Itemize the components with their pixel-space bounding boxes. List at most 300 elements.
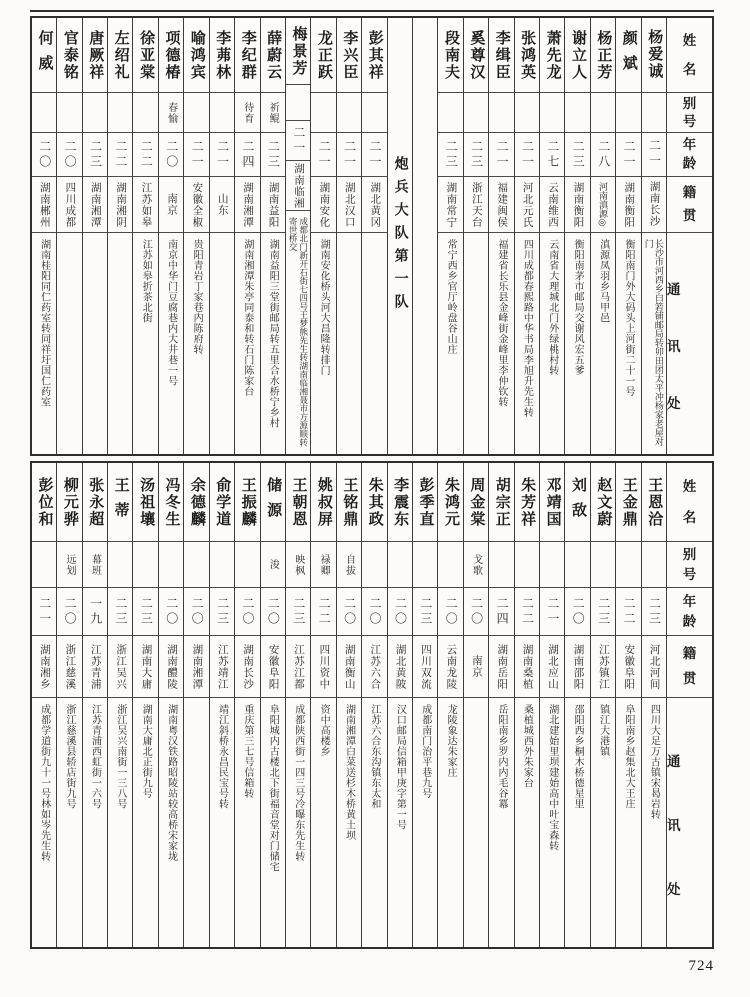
address-cell-text: 衡阳南茅市邮局交谢风宏五爹 — [572, 239, 584, 376]
alias-cell — [362, 92, 386, 132]
age-cell — [83, 587, 107, 635]
roster-column — [209, 463, 234, 947]
roster-column — [361, 18, 386, 454]
name-cell-text: 朱鸿元 — [442, 476, 459, 528]
column-header — [667, 541, 712, 587]
address-cell — [311, 232, 335, 454]
address-cell-text: 湖南大庸北正街九号 — [140, 704, 152, 799]
name-cell — [57, 463, 81, 541]
address-cell-text: 湖南湘潭朱亭同泰和转石门陈家台 — [241, 239, 253, 397]
native-cell — [413, 635, 437, 697]
name-cell — [286, 18, 310, 84]
age-cell-text: 二一 — [520, 139, 535, 170]
address-cell-text: 镇江大港镇 — [597, 704, 609, 757]
roster-column — [514, 463, 539, 947]
native-cell-text: 云南维西 — [547, 181, 559, 228]
alias-cell-text: 自拔 — [343, 553, 355, 576]
address-cell-text: 湖南粤汉铁路昭陵站较高桥宋家垅 — [165, 704, 177, 862]
name-cell — [184, 463, 208, 541]
name-cell-text: 储源 — [265, 477, 282, 527]
age-cell-text: 二〇 — [368, 596, 383, 627]
native-cell — [515, 176, 539, 232]
age-cell — [83, 132, 107, 176]
address-cell-text: 成都北门新开石街七四号王梦熊先生转湖南临湘聂市方源顺转寄世桥交 — [288, 217, 309, 447]
age-cell — [337, 587, 361, 635]
native-cell — [32, 176, 56, 232]
alias-cell — [32, 541, 56, 587]
name-cell — [261, 463, 285, 541]
name-cell-text: 王振麟 — [239, 476, 256, 528]
alias-cell — [540, 541, 564, 587]
age-cell — [591, 587, 615, 635]
native-cell-text: 湖南湘潭 — [191, 643, 203, 690]
roster-column — [82, 463, 107, 947]
name-cell-text: 邓靖国 — [544, 476, 561, 528]
name-cell — [133, 18, 157, 92]
age-cell — [261, 132, 285, 176]
native-cell — [591, 176, 615, 232]
age-cell-text: 二三 — [647, 596, 662, 627]
age-cell-text: 二三 — [469, 139, 484, 170]
roster-column — [183, 18, 208, 454]
age-cell-text: 二二 — [139, 139, 154, 170]
native-cell-text: 四川成都 — [64, 181, 76, 228]
native-cell — [184, 635, 208, 697]
address-cell — [642, 232, 666, 455]
age-cell — [515, 587, 539, 635]
age-cell-text: 二一 — [368, 139, 383, 170]
native-cell — [464, 635, 488, 697]
name-cell-text: 刘敌 — [569, 477, 586, 527]
column-header-char: 号 — [682, 566, 697, 582]
age-cell — [616, 132, 640, 176]
name-cell — [311, 18, 335, 92]
name-cell-text: 何威 — [36, 30, 53, 80]
column-header-char: 处 — [667, 395, 681, 411]
native-cell — [565, 635, 589, 697]
roster-column — [463, 463, 488, 947]
roster-column — [641, 18, 666, 454]
address-cell-text: 成都陕西街一四三号冷曝东先生转 — [292, 704, 304, 862]
name-cell-text: 段南夫 — [442, 29, 459, 81]
native-cell-text: 江苏靖江 — [216, 643, 228, 690]
age-cell-text: 二〇 — [444, 596, 459, 627]
name-cell-text: 萧先龙 — [544, 29, 561, 81]
age-cell — [184, 587, 208, 635]
native-cell-text: 湖北黄陂 — [394, 643, 406, 690]
address-cell-text: 岳阳南乡罗内内毛谷冪 — [495, 704, 507, 809]
age-cell-text: 二〇 — [190, 596, 205, 627]
name-cell-text: 杨爱诚 — [646, 29, 663, 81]
age-cell-text: 二一 — [545, 596, 560, 627]
native-cell-text: 湖南长沙 — [242, 643, 254, 690]
age-cell-text: 二三 — [418, 596, 433, 627]
column-header-char: 年 — [682, 593, 697, 609]
alias-cell — [133, 92, 157, 132]
name-cell-text: 王朝恩 — [290, 476, 307, 528]
column-header — [667, 697, 712, 947]
roster-column — [234, 18, 259, 454]
roster-column — [132, 463, 157, 947]
address-cell — [286, 697, 310, 947]
roster-column — [615, 18, 640, 454]
address-cell-text: 湖北建始里坝建始高中叶宝森转 — [546, 704, 558, 851]
name-cell — [642, 463, 666, 541]
roster-column — [32, 18, 56, 454]
alias-cell — [515, 541, 539, 587]
age-cell-text: 二一 — [215, 139, 230, 170]
address-cell-text: 浙江慈溪县轿店街九号 — [64, 704, 76, 809]
roster-column — [336, 18, 361, 454]
age-cell-text: 二二 — [113, 139, 128, 170]
address-cell — [210, 697, 234, 947]
address-cell-text: 浙江吴兴南街一三八号 — [114, 704, 126, 809]
address-cell — [642, 697, 666, 947]
native-cell-text: 安徽阜阳 — [267, 643, 279, 690]
address-cell-text: 靖江斜桥永昌民宝号转 — [216, 704, 228, 809]
name-cell-text: 项德椿 — [163, 29, 180, 81]
alias-cell — [108, 541, 132, 587]
alias-cell — [286, 541, 310, 587]
address-cell — [565, 697, 589, 947]
age-cell — [311, 587, 335, 635]
alias-cell — [159, 541, 183, 587]
alias-cell-text: 戈歌 — [470, 553, 482, 576]
age-cell-text: 二一 — [342, 139, 357, 170]
native-cell-text: 南京 — [165, 193, 177, 216]
alias-cell-text: 远划 — [64, 553, 76, 576]
alias-cell — [337, 541, 361, 587]
age-cell — [108, 587, 132, 635]
alias-cell — [83, 92, 107, 132]
name-cell — [362, 463, 386, 541]
roster-column — [361, 463, 386, 947]
native-cell — [515, 635, 539, 697]
age-cell — [159, 587, 183, 635]
alias-cell-text: 祈鲲 — [267, 101, 279, 124]
roster-column — [285, 463, 310, 947]
age-cell-text: 一九 — [88, 596, 103, 627]
address-cell-text: 常宁西乡官厅岭盘谷山庄 — [445, 239, 457, 355]
address-cell — [616, 232, 640, 454]
address-cell-text: 阜阳南乡赵集北大王庄 — [622, 704, 634, 809]
name-cell-text: 奚尊汉 — [468, 29, 485, 81]
age-cell — [565, 587, 589, 635]
roster-column — [32, 463, 56, 947]
age-cell — [286, 120, 310, 160]
name-cell-text: 李兴臣 — [341, 29, 358, 81]
column-header-char: 籍 — [682, 185, 697, 201]
roster-table-top — [30, 16, 714, 456]
name-cell — [438, 18, 462, 92]
age-cell — [362, 132, 386, 176]
address-cell — [108, 697, 132, 947]
roster-column — [539, 18, 564, 454]
alias-cell — [235, 92, 259, 132]
age-cell — [388, 587, 412, 635]
native-cell — [235, 635, 259, 697]
native-cell-text: 江苏镇江 — [597, 643, 609, 690]
native-cell-text: 湖南衡阳 — [572, 181, 584, 228]
address-cell-text: 福建省长乐县金峰街金峰里李仲钦转 — [495, 239, 507, 407]
roster-column — [590, 463, 615, 947]
roster-column — [158, 463, 183, 947]
alias-cell — [413, 541, 437, 587]
address-cell — [159, 232, 183, 454]
name-cell-text: 朱其政 — [366, 476, 383, 528]
alias-cell — [311, 541, 335, 587]
name-cell-text: 柳元骅 — [61, 476, 78, 528]
column-header — [667, 92, 712, 132]
roster-column — [463, 18, 488, 454]
name-cell-text: 彭其祥 — [366, 29, 383, 81]
age-cell — [159, 132, 183, 176]
name-cell-text: 李震东 — [392, 476, 409, 528]
name-cell — [515, 18, 539, 92]
column-header-char: 贯 — [682, 208, 697, 224]
native-cell-text: 河南滇源◎ — [598, 181, 609, 228]
alias-cell — [438, 92, 462, 132]
native-cell — [565, 176, 589, 232]
native-cell — [159, 635, 183, 697]
roster-column — [336, 463, 361, 947]
address-cell — [337, 697, 361, 947]
name-cell-text: 薛蔚云 — [265, 29, 282, 81]
address-cell — [235, 232, 259, 454]
native-cell-text: 湖北汉口 — [343, 181, 355, 228]
address-cell-text: 滇源凤羽乡马甲邑 — [597, 239, 609, 323]
address-cell — [438, 232, 462, 454]
native-cell-text: 南京 — [470, 655, 482, 678]
native-cell-text: 山东 — [216, 193, 228, 216]
native-cell-text: 浙江吴兴 — [115, 643, 127, 690]
name-cell-text: 左绍礼 — [112, 29, 129, 81]
native-cell — [57, 176, 81, 232]
column-header-char: 通 — [667, 753, 681, 769]
age-cell-text: 二三 — [444, 139, 459, 170]
native-cell-text: 福建闽侯 — [496, 181, 508, 228]
age-cell — [311, 132, 335, 176]
address-cell-text: 贵阳青岩丁家巷内陈府转 — [191, 239, 203, 355]
address-cell-text: 江苏六合东沟镇东太和 — [368, 704, 380, 809]
address-cell-text: 汉口邮局信箱甲庚字第一号 — [394, 704, 406, 830]
native-cell-text: 湖南邵阳 — [572, 643, 584, 690]
name-cell-text: 杨正芳 — [595, 29, 612, 81]
roster-sheet — [30, 10, 714, 949]
alias-cell — [642, 92, 666, 132]
name-cell-text: 汤祖壤 — [138, 476, 155, 528]
address-cell — [489, 697, 513, 947]
alias-cell — [235, 541, 259, 587]
alias-cell — [108, 92, 132, 132]
address-cell — [337, 232, 361, 454]
address-cell-text: 资中高楼乡 — [318, 704, 330, 757]
address-cell — [362, 697, 386, 947]
name-cell — [184, 18, 208, 92]
roster-column — [437, 463, 462, 947]
native-cell-text: 安徽阜阳 — [623, 643, 635, 690]
native-cell-text: 湖南湘潭 — [242, 181, 254, 228]
alias-cell — [540, 92, 564, 132]
roster-column — [437, 18, 462, 454]
native-cell — [261, 176, 285, 232]
address-cell — [261, 232, 285, 454]
age-cell — [642, 587, 666, 635]
age-cell-text: 二〇 — [266, 596, 281, 627]
address-cell-text: 云南省大理城北门外绿桃村转 — [546, 239, 558, 376]
column-header-char: 龄 — [682, 156, 697, 172]
age-cell-text: 二〇 — [63, 139, 78, 170]
native-cell — [642, 176, 666, 232]
native-cell — [616, 635, 640, 697]
native-cell-text: 云南龙陵 — [445, 643, 457, 690]
native-cell — [184, 176, 208, 232]
native-cell — [32, 635, 56, 697]
address-cell — [311, 697, 335, 947]
roster-column — [183, 463, 208, 947]
address-cell — [540, 232, 564, 454]
address-cell-text: 长沙市河西乡白箬铺邮局转卯田团太平冲杨家老屋对门 — [643, 238, 664, 446]
column-header-char: 别 — [682, 96, 697, 111]
native-cell — [311, 176, 335, 232]
name-cell — [57, 18, 81, 92]
alias-cell — [57, 92, 81, 132]
alias-cell — [565, 541, 589, 587]
alias-cell — [438, 541, 462, 587]
age-cell-text: 二三 — [266, 139, 281, 170]
native-cell — [235, 176, 259, 232]
age-cell-text: 二二 — [520, 596, 535, 627]
name-cell — [337, 463, 361, 541]
age-cell-text: 二四 — [495, 596, 510, 627]
age-cell-text: 二〇 — [469, 596, 484, 627]
alias-cell — [210, 92, 234, 132]
native-cell-text: 江苏江都 — [292, 643, 304, 690]
alias-cell — [388, 541, 412, 587]
native-cell-text: 河北河间 — [648, 643, 660, 690]
name-cell-text: 俞学道 — [214, 476, 231, 528]
native-cell — [362, 635, 386, 697]
address-cell — [133, 697, 157, 947]
roster-column — [310, 463, 335, 947]
name-cell — [540, 18, 564, 92]
age-cell-text: 二三 — [571, 139, 586, 170]
alias-cell — [133, 541, 157, 587]
column-header — [667, 132, 712, 176]
native-cell — [261, 635, 285, 697]
native-cell-text: 浙江慈溪 — [64, 643, 76, 690]
native-cell — [540, 176, 564, 232]
column-header — [667, 463, 712, 541]
roster-column — [260, 463, 285, 947]
address-cell — [133, 232, 157, 454]
native-cell — [591, 635, 615, 697]
name-cell-text: 余德麟 — [188, 476, 205, 528]
age-cell — [540, 132, 564, 176]
alias-cell-text: 浚 — [267, 559, 279, 570]
roster-column — [82, 18, 107, 454]
name-cell — [133, 463, 157, 541]
address-cell — [108, 232, 132, 454]
native-cell-text: 浙江天台 — [470, 181, 482, 228]
address-cell — [261, 697, 285, 947]
address-cell — [286, 210, 310, 454]
age-cell-text: 二三 — [113, 596, 128, 627]
name-cell-text: 王铭鼎 — [341, 476, 358, 528]
alias-cell — [261, 541, 285, 587]
column-header-char: 名 — [682, 61, 697, 77]
native-cell-text: 江苏青浦 — [89, 643, 101, 690]
name-cell — [235, 18, 259, 92]
name-cell-text: 官泰铭 — [61, 29, 78, 81]
column-header-char: 年 — [682, 137, 697, 153]
name-cell-text: 周金棠 — [468, 476, 485, 528]
address-cell — [235, 697, 259, 947]
roster-column — [539, 463, 564, 947]
native-cell — [464, 176, 488, 232]
name-cell-text: 颜斌 — [620, 30, 637, 80]
native-cell — [388, 635, 412, 697]
name-cell-text: 王蒂 — [112, 477, 129, 527]
name-cell — [108, 18, 132, 92]
column-header-char: 龄 — [682, 613, 697, 629]
column-header-char: 名 — [682, 509, 697, 525]
alias-cell — [616, 541, 640, 587]
name-cell-text: 彭位和 — [36, 476, 53, 528]
address-cell — [184, 697, 208, 947]
name-cell-text: 李茀林 — [214, 29, 231, 81]
column-header — [667, 176, 712, 232]
name-cell — [32, 18, 56, 92]
alias-cell-text: 春愉 — [165, 101, 177, 124]
age-cell-text: 二〇 — [393, 596, 408, 627]
native-cell-text: 江苏如皋 — [140, 181, 152, 228]
alias-cell-text: 映枫 — [292, 553, 304, 576]
native-cell-text: 湖南岳阳 — [496, 643, 508, 690]
name-cell — [32, 463, 56, 541]
age-cell — [57, 587, 81, 635]
native-cell — [83, 635, 107, 697]
roster-column — [514, 18, 539, 454]
age-cell-text: 二一 — [317, 139, 332, 170]
alias-cell — [464, 541, 488, 587]
native-cell-text: 湖南郴州 — [38, 181, 50, 228]
alias-cell — [337, 92, 361, 132]
unit-divider — [387, 18, 412, 454]
address-cell — [464, 232, 488, 454]
column-header-char: 籍 — [682, 646, 697, 662]
native-cell-text: 湖南大庸 — [140, 643, 152, 690]
roster-column — [107, 463, 132, 947]
name-cell — [337, 18, 361, 92]
name-cell — [108, 463, 132, 541]
age-cell-text: 二〇 — [241, 596, 256, 627]
alias-cell — [184, 92, 208, 132]
age-cell — [489, 132, 513, 176]
column-header — [667, 635, 712, 697]
address-cell-text: 四川大足万古镇宋曷岩转 — [648, 704, 660, 820]
header-column — [666, 463, 712, 947]
name-cell — [261, 18, 285, 92]
native-cell — [210, 635, 234, 697]
name-cell — [540, 463, 564, 541]
age-cell — [337, 132, 361, 176]
name-cell-text: 李纪群 — [239, 29, 256, 81]
native-cell-text: 湖南安化 — [318, 181, 330, 228]
header-column — [666, 18, 712, 454]
roster-column — [132, 18, 157, 454]
name-cell — [388, 463, 412, 541]
